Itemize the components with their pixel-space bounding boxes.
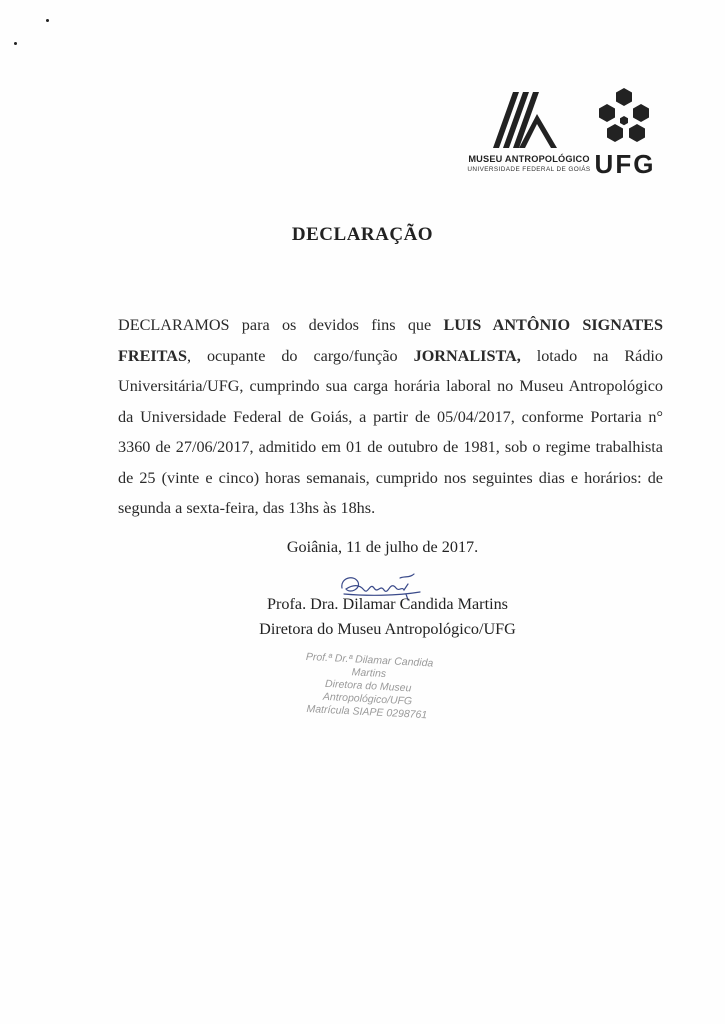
date-line: Goiânia, 11 de julho de 2017. [286,538,479,556]
ufg-wordmark: UFG [594,149,656,179]
museu-name: MUSEU ANTROPOLÓGICO [468,154,590,164]
body-intro: DECLARAMOS para os devidos fins que [118,316,444,334]
ufg-hexagon-logo-icon [595,86,653,146]
museu-antropologico-logo-icon [493,92,557,148]
body-rest: lotado na Rádio Universitária/UFG, cumprindo sua carga horária laboral no Museu Antropológico da Universidade Federal de Goiás, a partir de 05/04/2017, conforme Portaria n° 3360 de 27/06/2017, admitido em 01 de outubro de 1981, sob o regime trabalhista de 25 (vinte e cinco) horas semanais, cumprido nos seguintes dias e horários: de segunda a sexta-feira, das 13hs às 18hs. [118,346,664,517]
stamp-line: Matrícula SIAPE 0298761 [306,702,428,722]
job-position: JORNALISTA, [413,346,521,365]
signer-name: Profa. Dra. Dilamar Candida Martins [267,595,508,613]
scan-speck [14,42,17,45]
stamp-line: Prof.ª Dr.ª Dilamar Candida Martins [305,650,434,681]
declaration-body [118,310,663,524]
stamp-line: Diretora do Museu Antropológico/UFG [322,677,413,708]
scan-speck [46,19,49,22]
header-logos [455,86,665,181]
museu-subtitle: UNIVERSIDADE FEDERAL DE GOIÁS [467,166,591,173]
official-stamp [287,650,450,723]
document-title: DECLARAÇÃO [291,224,434,245]
person-name: LUIS ANTÔNIO SIGNATES FREITAS [118,316,663,365]
signer-role: Diretora do Museu Antropológico/UFG [259,620,516,638]
body-after-name: , ocupante do cargo/função [186,346,414,365]
